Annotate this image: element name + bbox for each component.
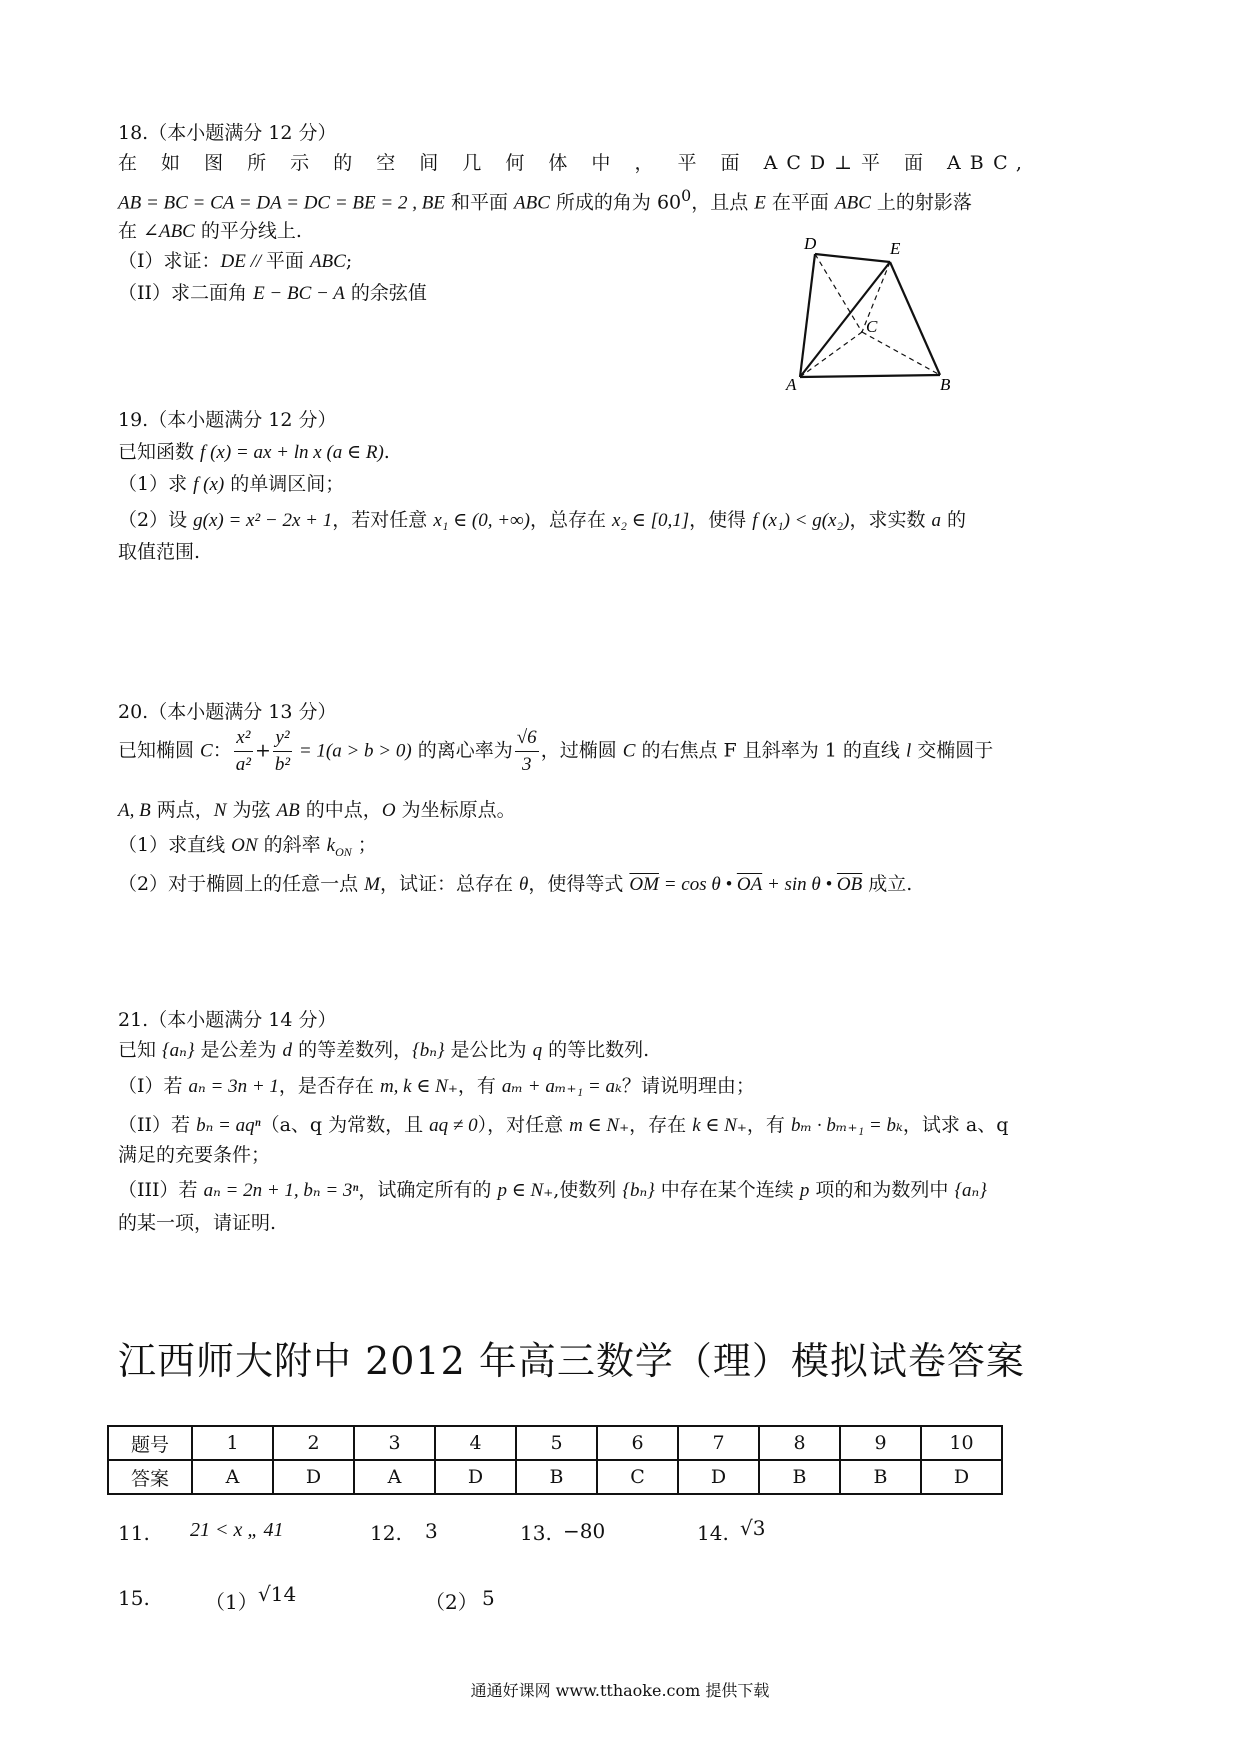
edge-CB: [862, 332, 940, 375]
fill-15-part2-label: （2）: [425, 1590, 478, 1614]
fill-15-part2-answer: 5: [482, 1586, 495, 1610]
q21-text: ，是否存在: [278, 1075, 380, 1097]
q18-degree: 0: [681, 186, 692, 205]
q21-part3: [118, 1175, 987, 1202]
label-A: A: [786, 375, 797, 392]
q19-text: 的单调区间；: [224, 473, 345, 495]
q18-heading: 18.（本小题满分 12 分）: [118, 122, 337, 144]
q20-math: ON: [231, 835, 258, 856]
q21-part2-cont: 满足的充要条件；: [118, 1144, 271, 1166]
label-B: B: [940, 375, 951, 392]
q20-math: AB: [276, 800, 300, 821]
q20-line1: 已知椭圆 C： $\frac{\text{x²}}{\text{a²}}$ + $\frac{\text{y²}}{\text{b²}}$ = 1(a > b > 0) 的离心率为 $\frac{√6}{3}$ ，过椭圆 C 的右焦点 F 且斜率为 1 的直线 l 交椭圆于: [118, 725, 993, 778]
fraction-eccentricity: [515, 725, 539, 778]
q21-math: {bₙ}: [622, 1180, 655, 1201]
table-cell: 9: [840, 1426, 921, 1460]
fill-13-label: 13.: [520, 1521, 552, 1545]
label-E: E: [890, 239, 901, 258]
q20-text: 的中点，: [299, 799, 382, 821]
vector-OM: $\overline{OM}$: [629, 874, 659, 895]
q18-text: 在: [118, 220, 144, 242]
edge-DA: [800, 254, 815, 377]
answer-title: 江西师大附中 2012 年高三数学（理）模拟试卷答案: [118, 1339, 1025, 1383]
q20-text: ；: [351, 834, 377, 856]
q21-text: 的等比数列.: [542, 1039, 650, 1061]
table-cell: D: [273, 1460, 354, 1494]
table-cell: B: [759, 1460, 840, 1494]
q20-text: 两点，: [150, 799, 214, 821]
fill-13-answer: −80: [563, 1519, 606, 1543]
q21-line1: [118, 1035, 649, 1062]
q18-text: ，且点: [691, 191, 755, 214]
table-cell: 3: [354, 1426, 435, 1460]
q18-text: 的余弦值: [344, 282, 427, 304]
q20-math: A, B: [118, 800, 151, 821]
label-C: C: [866, 317, 878, 336]
row-label-question: 题号: [108, 1426, 192, 1460]
q21-text: ，试确定所有的: [358, 1179, 498, 1201]
q21-text: 已知: [118, 1039, 163, 1061]
vector-OB: $\overline{OB}$: [836, 874, 863, 895]
q20-text: 的斜率: [257, 834, 327, 856]
frac-den: a²: [235, 754, 251, 775]
q20-math: C: [622, 740, 636, 762]
q20-line2: [118, 795, 516, 822]
fill-15-part1-label: （1）: [205, 1590, 258, 1614]
q21-math: k ∈ N₊: [692, 1115, 747, 1136]
question-20: [118, 697, 1128, 917]
q20-math: C: [200, 740, 213, 762]
edge-EB: [890, 262, 940, 375]
frac-den: 3: [521, 754, 532, 775]
q21-math: p: [799, 1180, 810, 1201]
q21-text: 的等差数列，: [292, 1039, 413, 1061]
q21-math: bₘ · bₘ₊₁ = bₖ: [790, 1115, 903, 1136]
q18-math: ABC: [834, 192, 871, 214]
geometry-figure: [770, 232, 970, 392]
q21-text: ，存在: [629, 1114, 693, 1136]
q18-text: （I）求证：: [118, 250, 221, 272]
q21-text: （III）若: [118, 1179, 204, 1201]
q18-line1-text: 在 如 图 所 示 的 空 间 几 何 体 中 ， 平 面 ACD⊥平 面 ABC,: [118, 152, 1031, 174]
fill-15-label: 15.: [118, 1586, 150, 1610]
q18-math: E: [754, 192, 766, 214]
q21-text: 项的和为数列中: [809, 1179, 955, 1201]
q20-text: ，试证：总存在: [379, 873, 520, 895]
q21-math: aₙ = 3n + 1: [188, 1076, 279, 1097]
q19-text: ，总存在: [529, 509, 612, 531]
edge-DE: [815, 254, 890, 262]
q19-text: ，若对任意: [332, 509, 434, 531]
q19-part2: [118, 505, 966, 532]
q20-math: θ: [519, 874, 529, 895]
q20-text: 的右焦点 F 且斜率为 1 的直线: [635, 739, 906, 762]
q20-text: ：: [212, 739, 232, 762]
table-cell: 2: [273, 1426, 354, 1460]
q20-text: 的离心率为: [411, 739, 513, 762]
table-cell: A: [354, 1460, 435, 1494]
frac-num: √6: [515, 725, 539, 752]
q21-part3-cont: 的某一项，请证明.: [118, 1212, 277, 1234]
q19-part1: [118, 469, 344, 496]
q20-text: 交椭圆于: [911, 739, 994, 762]
table-cell: 1: [192, 1426, 273, 1460]
q20-math: = 1(a > b > 0): [294, 740, 412, 762]
q21-text: （II）若: [118, 1114, 197, 1136]
q19-math: a: [931, 510, 941, 531]
q20-math: k: [326, 835, 336, 856]
table-cell: D: [678, 1460, 759, 1494]
q19-math: x₂ ∈ [0,1]: [611, 510, 690, 531]
label-D: D: [804, 234, 817, 253]
q20-subscript: ON: [335, 844, 352, 859]
q18-text: （II）求二面角: [118, 282, 254, 304]
q21-text: ），对任意: [477, 1114, 570, 1136]
q19-text: 已知函数: [118, 441, 201, 463]
q19-text: （1）求: [118, 473, 194, 495]
q18-math: E − BC − A: [253, 283, 345, 304]
q19-function: f (x) = ax + ln x (a ∈ R): [200, 442, 384, 463]
table-cell: D: [921, 1460, 1002, 1494]
table-cell: 10: [921, 1426, 1002, 1460]
q19-math: f (x₁) < g(x₂): [752, 510, 850, 531]
table-row-answers: [108, 1460, 1002, 1494]
q21-text: ，有: [457, 1075, 502, 1097]
table-cell: A: [192, 1460, 273, 1494]
q21-math: q: [532, 1040, 543, 1061]
q21-math: aₙ = 2n + 1, bₙ = 3ⁿ: [203, 1180, 359, 1201]
table-cell: B: [516, 1460, 597, 1494]
table-cell: 6: [597, 1426, 678, 1460]
q19-math: g(x) = x² − 2x + 1: [193, 510, 333, 531]
fill-12-answer: 3: [425, 1519, 438, 1543]
q21-text: （I）若: [118, 1075, 189, 1097]
q20-text: 成立.: [862, 873, 913, 895]
q20-text: （2）对于椭圆上的任意一点: [118, 873, 365, 895]
frac-den: b²: [274, 754, 291, 775]
q18-text: 和平面: [444, 191, 514, 214]
q21-math: {bₙ}: [412, 1040, 445, 1061]
q20-text: （1）求直线: [118, 834, 232, 856]
q20-text: 已知椭圆: [118, 739, 201, 762]
question-21: [118, 1005, 1128, 1245]
q20-text: 为弦: [226, 799, 277, 821]
fill-14-answer: √3: [740, 1516, 766, 1540]
q20-text: ，过椭圆: [540, 739, 623, 762]
q21-math: p ∈ N₊: [497, 1180, 554, 1201]
q19-line3: 取值范围.: [118, 541, 201, 563]
q19-text: .: [383, 441, 390, 463]
fill-14-label: 14.: [697, 1521, 729, 1545]
q21-math: m ∈ N₊: [569, 1115, 630, 1136]
q19-math: f (x): [193, 474, 225, 495]
q21-heading: 21.（本小题满分 14 分）: [118, 1009, 337, 1031]
fraction-x2-a2: [234, 725, 253, 778]
q19-text: 的: [940, 509, 967, 531]
fill-11-label: 11.: [118, 1521, 150, 1545]
q19-text: ，使得: [689, 509, 753, 531]
frac-num: y²: [273, 725, 292, 752]
q19-line1: [118, 437, 390, 464]
q18-eq-lengths: AB = BC = CA = DA = DC = BE = 2 , BE: [118, 192, 445, 214]
page-footer: 通通好课网 www.tthaoke.com 提供下载: [470, 1681, 770, 1700]
q18-part2: [118, 278, 427, 305]
q21-text: ，试求 a、q: [902, 1114, 1009, 1136]
q20-math: = cos θ •: [658, 874, 737, 895]
q21-math: aₘ + aₘ₊₁ = aₖ: [501, 1076, 622, 1097]
q21-math: d: [282, 1040, 293, 1061]
table-cell: B: [840, 1460, 921, 1494]
q21-text: 中存在某个连续: [654, 1179, 800, 1201]
table-cell: 4: [435, 1426, 516, 1460]
fraction-y2-b2: [273, 725, 292, 778]
q20-text: ，使得等式: [528, 873, 630, 895]
q19-heading: 19.（本小题满分 12 分）: [118, 409, 337, 431]
q20-heading: 20.（本小题满分 13 分）: [118, 701, 337, 723]
q20-math: + sin θ •: [762, 874, 837, 895]
q21-text: 是公差为: [194, 1039, 283, 1061]
q18-line3: [118, 216, 302, 243]
q20-text: 为坐标原点。: [395, 799, 516, 821]
q21-part2: [118, 1110, 1008, 1137]
q21-text: 是公比为: [444, 1039, 533, 1061]
q18-math: ∠ABC: [143, 221, 195, 242]
q20-math: l: [905, 740, 912, 762]
q18-math: ABC: [514, 192, 550, 214]
q18-math: ABC: [309, 251, 346, 272]
q21-text: （a、q 为常数，且: [260, 1114, 430, 1136]
q21-math: aq ≠ 0: [429, 1115, 478, 1136]
table-cell: D: [435, 1460, 516, 1494]
q18-text: 上的射影落: [870, 191, 972, 214]
q19-text: ，求实数: [849, 509, 932, 531]
q20-part1: [118, 830, 377, 860]
table-row-numbers: [108, 1426, 1002, 1460]
answer-table: [107, 1425, 1003, 1495]
table-cell: 8: [759, 1426, 840, 1460]
q18-text: 平面: [265, 250, 310, 272]
q18-text: 所成的角为 60: [549, 191, 682, 214]
q19-text: （2）设: [118, 509, 194, 531]
vector-OA: $\overline{OA}$: [736, 874, 763, 895]
q21-math: {aₙ}: [954, 1180, 987, 1201]
edge-DC: [815, 254, 862, 332]
q18-text: 在平面: [765, 191, 835, 214]
frac-num: x²: [234, 725, 253, 752]
q21-math: bₙ = aqⁿ: [196, 1115, 261, 1136]
fill-11-answer: 21 < x „ 41: [190, 1519, 284, 1541]
question-18: [118, 118, 1128, 398]
q18-line1: [118, 148, 1031, 175]
q21-text: ？请说明理由；: [621, 1075, 755, 1097]
row-label-answer: 答案: [108, 1460, 192, 1494]
q20-math: N: [213, 800, 227, 821]
q18-text: ;: [345, 250, 353, 272]
q18-math: DE //: [220, 251, 266, 272]
q20-math: M: [364, 874, 380, 895]
table-cell: 7: [678, 1426, 759, 1460]
q21-math: m, k ∈ N₊: [379, 1076, 458, 1097]
fill-15-part1-answer: √14: [258, 1582, 297, 1606]
edge-AB: [800, 375, 940, 377]
q21-part1: [118, 1071, 755, 1098]
q19-math: x₁ ∈ (0, +∞): [433, 510, 530, 531]
fill-12-label: 12.: [370, 1521, 402, 1545]
q18-part1: [118, 246, 352, 273]
q18-text: 的平分线上.: [194, 220, 302, 242]
q20-part2: [118, 869, 912, 896]
q21-math: {aₙ}: [162, 1040, 195, 1061]
q20-math: O: [381, 800, 396, 821]
q18-line2: [118, 186, 972, 214]
table-cell: C: [597, 1460, 678, 1494]
q21-text: ,使数列: [553, 1179, 623, 1201]
question-19: [118, 405, 1128, 575]
table-cell: 5: [516, 1426, 597, 1460]
q21-text: ，有: [746, 1114, 791, 1136]
